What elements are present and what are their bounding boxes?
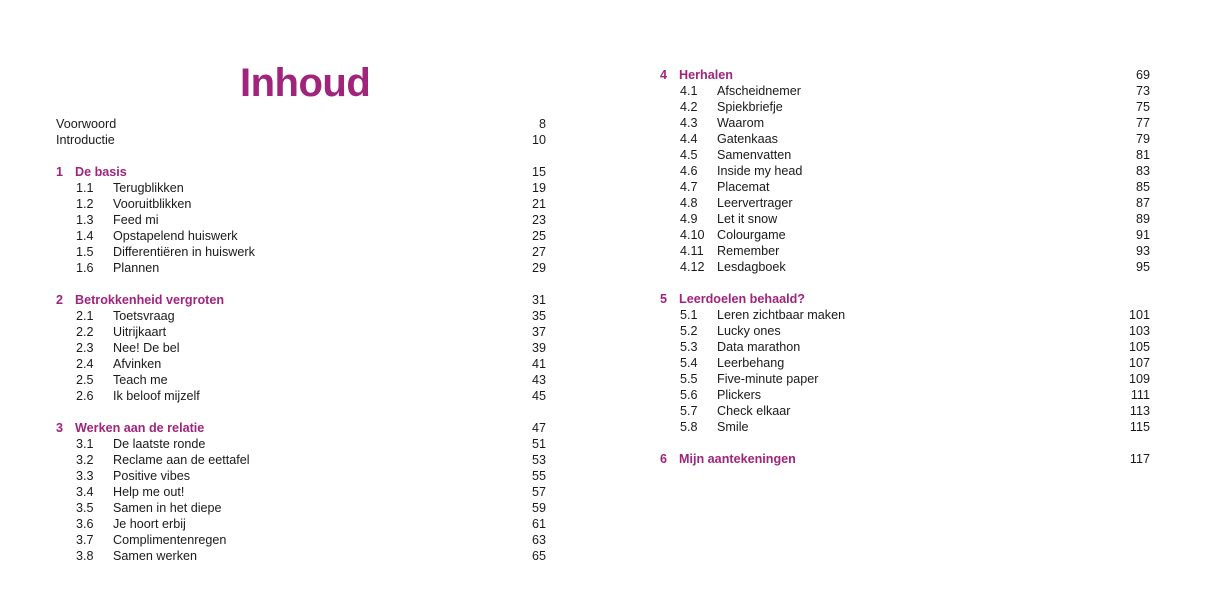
toc-section [56,436,546,452]
toc-gap [660,275,1150,291]
toc-label: Samen werken [113,549,197,563]
toc-chapter [56,164,546,180]
toc-number: 4.1 [680,84,698,98]
toc-chapter [660,67,1150,83]
toc-list-left [56,116,546,564]
toc-section [56,228,546,244]
toc-page-number: 31 [531,293,546,307]
toc-label: Afscheidnemer [717,84,801,98]
toc-page-number: 8 [538,117,546,131]
toc-label: Afvinken [113,357,162,371]
toc-number: 1 [56,165,64,179]
toc-section [56,244,546,260]
toc-page-number: 23 [531,213,546,227]
left-page [56,0,546,604]
toc-label: Terugblikken [113,181,184,195]
toc-number: 4.9 [680,212,698,226]
toc-page-number: 10 [531,133,546,147]
toc-section [56,500,546,516]
toc-label: Mijn aantekeningen [679,452,796,466]
toc-page-number: 111 [1130,388,1150,402]
toc-gap [56,404,546,420]
toc-number: 5.7 [680,404,698,418]
toc-label: Five-minute paper [717,372,819,386]
toc-number: 1.5 [76,245,94,259]
toc-section [660,259,1150,275]
toc-section [56,452,546,468]
toc-number: 6 [660,452,668,466]
toc-section [660,387,1150,403]
toc-label: Let it snow [717,212,778,226]
toc-number: 3.3 [76,469,94,483]
toc-page-number: 83 [1135,164,1150,178]
toc-label: Feed mi [113,213,159,227]
toc-chapter [56,292,546,308]
toc-page-number: 35 [531,309,546,323]
toc-section [56,196,546,212]
toc-label: Nee! De bel [113,341,180,355]
toc-page-number: 43 [531,373,546,387]
toc-number: 1.4 [76,229,94,243]
toc-label: Introductie [56,133,115,147]
toc-number: 1.6 [76,261,94,275]
toc-page-number: 91 [1135,228,1150,242]
toc-section [56,548,546,564]
toc-page-number: 29 [531,261,546,275]
toc-page-number: 25 [531,229,546,243]
toc-chapter [56,420,546,436]
toc-number: 5.8 [680,420,698,434]
toc-number: 5.5 [680,372,698,386]
toc-section [660,131,1150,147]
toc-page-number: 69 [1135,68,1150,82]
toc-section [56,356,546,372]
toc-number: 4.5 [680,148,698,162]
toc-label: Leren zichtbaar maken [717,308,846,322]
toc-page-number: 39 [531,341,546,355]
toc-label: Leerbehang [717,356,785,370]
toc-page-number: 51 [531,437,546,451]
toc-number: 4.7 [680,180,698,194]
toc-label: Differentiëren in huiswerk [113,245,255,259]
toc-section [56,340,546,356]
toc-number: 5.4 [680,356,698,370]
toc-label: Inside my head [717,164,803,178]
toc-page-number: 21 [531,197,546,211]
toc-page-number: 85 [1135,180,1150,194]
toc-section [660,115,1150,131]
toc-section [660,211,1150,227]
toc-label: Remember [717,244,780,258]
toc-gap [56,276,546,292]
toc-page-number: 19 [531,181,546,195]
toc-section [56,260,546,276]
toc-page-number: 77 [1135,116,1150,130]
toc-number: 3.8 [76,549,94,563]
toc-label: Lucky ones [717,324,781,338]
toc-page-number: 95 [1135,260,1150,274]
toc-section [660,163,1150,179]
toc-section [56,468,546,484]
toc-entry [56,132,546,148]
toc-number: 2.5 [76,373,94,387]
toc-number: 2.1 [76,309,94,323]
toc-label: Check elkaar [717,404,791,418]
toc-page-number: 55 [531,469,546,483]
toc-chapter [660,451,1150,467]
toc-label: Betrokkenheid vergroten [75,293,225,307]
toc-section [660,179,1150,195]
toc-number: 4.12 [680,260,705,274]
toc-page-number: 37 [531,325,546,339]
toc-number: 2.4 [76,357,94,371]
toc-label: Herhalen [679,68,733,82]
toc-label: Gatenkaas [717,132,778,146]
toc-section [660,243,1150,259]
toc-number: 2 [56,293,64,307]
toc-number: 3.2 [76,453,94,467]
toc-section [56,372,546,388]
toc-number: 2.3 [76,341,94,355]
toc-section [56,324,546,340]
toc-page-number: 73 [1135,84,1150,98]
toc-label: Leervertrager [717,196,793,210]
toc-section [56,180,546,196]
toc-label: Uitrijkaart [113,325,167,339]
toc-section [56,388,546,404]
toc-label: Colourgame [717,228,786,242]
toc-section [660,99,1150,115]
toc-page-number: 103 [1128,324,1150,338]
toc-list-right [660,67,1150,467]
toc-page-number: 65 [531,549,546,563]
toc-page-number: 57 [531,485,546,499]
toc-entry [56,116,546,132]
toc-page-number: 93 [1135,244,1150,258]
toc-label: Spiekbriefje [717,100,783,114]
toc-label: Plannen [113,261,160,275]
toc-section [660,227,1150,243]
toc-label: Reclame aan de eettafel [113,453,250,467]
toc-section [660,419,1150,435]
page-title: Inhoud [240,61,371,105]
toc-label: Vooruitblikken [113,197,192,211]
toc-number: 4.3 [680,116,698,130]
toc-number: 4 [660,68,668,82]
toc-label: Help me out! [113,485,185,499]
toc-label: Samen in het diepe [113,501,222,515]
toc-label: Opstapelend huiswerk [113,229,238,243]
toc-page-number: 41 [531,357,546,371]
toc-number: 3.7 [76,533,94,547]
toc-label: Waarom [717,116,765,130]
toc-label: Leerdoelen behaald? [679,292,805,306]
toc-label: Ik beloof mijzelf [113,389,200,403]
toc-page-number: 15 [531,165,546,179]
toc-page-number: 45 [531,389,546,403]
toc-number: 4.4 [680,132,698,146]
toc-number: 4.11 [680,244,704,258]
toc-page-number: 109 [1128,372,1150,386]
toc-number: 2.6 [76,389,94,403]
toc-gap [660,435,1150,451]
toc-section [660,147,1150,163]
toc-page-number: 89 [1135,212,1150,226]
toc-label: Data marathon [717,340,801,354]
toc-gap [56,148,546,164]
toc-page-number: 59 [531,501,546,515]
toc-section [660,83,1150,99]
toc-section [660,355,1150,371]
toc-number: 3.6 [76,517,94,531]
toc-section [56,484,546,500]
toc-label: Positive vibes [113,469,190,483]
toc-label: Placemat [717,180,770,194]
toc-number: 5.3 [680,340,698,354]
toc-number: 1.2 [76,197,94,211]
toc-page-number: 81 [1135,148,1150,162]
toc-page-number: 105 [1128,340,1150,354]
toc-number: 4.6 [680,164,698,178]
toc-label: Plickers [717,388,762,402]
toc-section [660,323,1150,339]
toc-number: 4.8 [680,196,698,210]
toc-number: 3 [56,421,64,435]
toc-number: 5.2 [680,324,698,338]
toc-number: 3.1 [76,437,94,451]
toc-section [56,212,546,228]
toc-page-number: 113 [1129,404,1150,418]
toc-number: 3.5 [76,501,94,515]
toc-section [56,516,546,532]
toc-page-number: 75 [1135,100,1150,114]
toc-label: Je hoort erbij [113,517,186,531]
toc-number: 5.6 [680,388,698,402]
toc-page-number: 117 [1129,452,1150,466]
right-page [660,0,1150,604]
toc-label: Smile [717,420,749,434]
toc-section [660,195,1150,211]
toc-number: 2.2 [76,325,94,339]
toc-section [56,532,546,548]
toc-label: Voorwoord [56,117,117,131]
toc-label: Complimentenregen [113,533,227,547]
toc-number: 5 [660,292,668,306]
toc-label: Werken aan de relatie [75,421,205,435]
toc-label: De laatste ronde [113,437,206,451]
toc-page-number: 107 [1128,356,1150,370]
toc-number: 1.1 [76,181,94,195]
toc-page-number: 61 [531,517,546,531]
toc-page-number: 79 [1135,132,1150,146]
toc-page-number: 27 [531,245,546,259]
toc-label: De basis [75,165,127,179]
toc-label: Teach me [113,373,168,387]
toc-page-number: 87 [1135,196,1150,210]
toc-label: Toetsvraag [113,309,175,323]
toc-chapter [660,291,1150,307]
toc-section [660,339,1150,355]
toc-page-number: 101 [1128,308,1150,322]
toc-number: 3.4 [76,485,94,499]
toc-label: Lesdagboek [717,260,786,274]
toc-section [660,307,1150,323]
toc-section [660,371,1150,387]
toc-page-number: 47 [531,421,546,435]
toc-section [660,403,1150,419]
toc-number: 4.2 [680,100,698,114]
toc-page-number: 115 [1129,420,1150,434]
toc-number: 4.10 [680,228,705,242]
toc-number: 1.3 [76,213,94,227]
toc-number: 5.1 [680,308,698,322]
toc-page-number: 53 [531,453,546,467]
toc-label: Samenvatten [717,148,792,162]
toc-page-number: 63 [531,533,546,547]
toc-section [56,308,546,324]
